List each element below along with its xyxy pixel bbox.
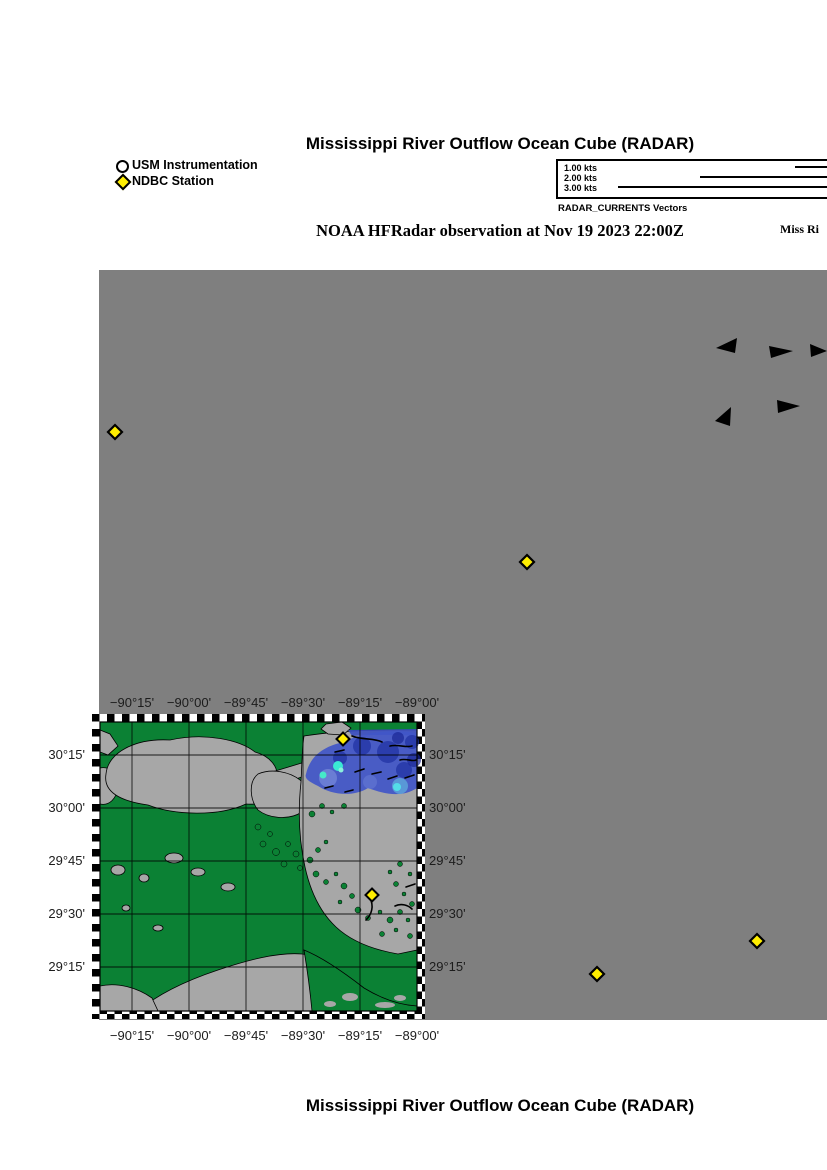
lon-tick-label: −90°15' (109, 1028, 155, 1043)
small-lake (191, 868, 205, 876)
scale-row-label: 3.00 kts (564, 183, 598, 193)
current-vector-arrow (810, 344, 827, 357)
lat-tick-label: 29°30' (429, 906, 466, 921)
lat-tick-label: 29°45' (429, 853, 466, 868)
inset-map (92, 714, 425, 1019)
plot-title-top: Mississippi River Outflow Ocean Cube (RADAR) (305, 134, 695, 153)
vector-scale-caption: RADAR_CURRENTS Vectors (558, 203, 688, 214)
lat-tick-label: 30°15' (48, 747, 85, 762)
legend-usm-label: USM Instrumentation (132, 158, 258, 172)
current-vector-arrow (716, 338, 737, 353)
lon-tick-label: −90°00' (166, 1028, 212, 1043)
current-vector-arrow (715, 407, 731, 426)
station-diamond (590, 967, 604, 981)
current-vector-arrow (769, 346, 793, 358)
scale-row-label: 2.00 kts (564, 173, 598, 183)
lat-tick-label: 29°15' (48, 959, 85, 974)
lon-tick-label: −90°15' (109, 695, 155, 710)
corner-label: Miss Ri (780, 222, 819, 236)
lon-tick-label: −89°15' (337, 1028, 383, 1043)
current-vectors (715, 338, 827, 426)
lat-tick-label: 30°00' (48, 800, 85, 815)
station-diamond (108, 425, 122, 439)
small-lake (111, 865, 125, 875)
current-vector-arrow (777, 400, 800, 413)
lon-tick-label: −89°45' (223, 695, 269, 710)
legend-ndbc-label: NDBC Station (132, 174, 214, 188)
small-lake (165, 853, 183, 863)
lon-tick-label: −90°00' (166, 695, 212, 710)
plot-title-bottom: Mississippi River Outflow Ocean Cube (RADAR) (305, 1096, 695, 1115)
lon-tick-label: −89°45' (223, 1028, 269, 1043)
small-lake (122, 905, 130, 911)
scale-row-label: 1.00 kts (564, 163, 598, 173)
lat-tick-label: 29°30' (48, 906, 85, 921)
observation-subtitle: NOAA HFRadar observation at Nov 19 2023 22:00Z (316, 221, 684, 240)
small-lake (139, 874, 149, 882)
station-diamond (520, 555, 534, 569)
lat-tick-label: 29°45' (48, 853, 85, 868)
lat-tick-label: 30°00' (429, 800, 466, 815)
lon-tick-label: −89°30' (280, 695, 326, 710)
station-diamond (750, 934, 764, 948)
small-lake (221, 883, 235, 891)
lon-tick-label: −89°15' (337, 695, 383, 710)
lat-tick-label: 29°15' (429, 959, 466, 974)
small-lake (153, 925, 163, 931)
lat-tick-label: 30°15' (429, 747, 466, 762)
lon-tick-label: −89°00' (394, 1028, 440, 1043)
lon-tick-label: −89°00' (394, 695, 440, 710)
inset-geography (100, 722, 421, 1011)
lon-tick-label: −89°30' (280, 1028, 326, 1043)
